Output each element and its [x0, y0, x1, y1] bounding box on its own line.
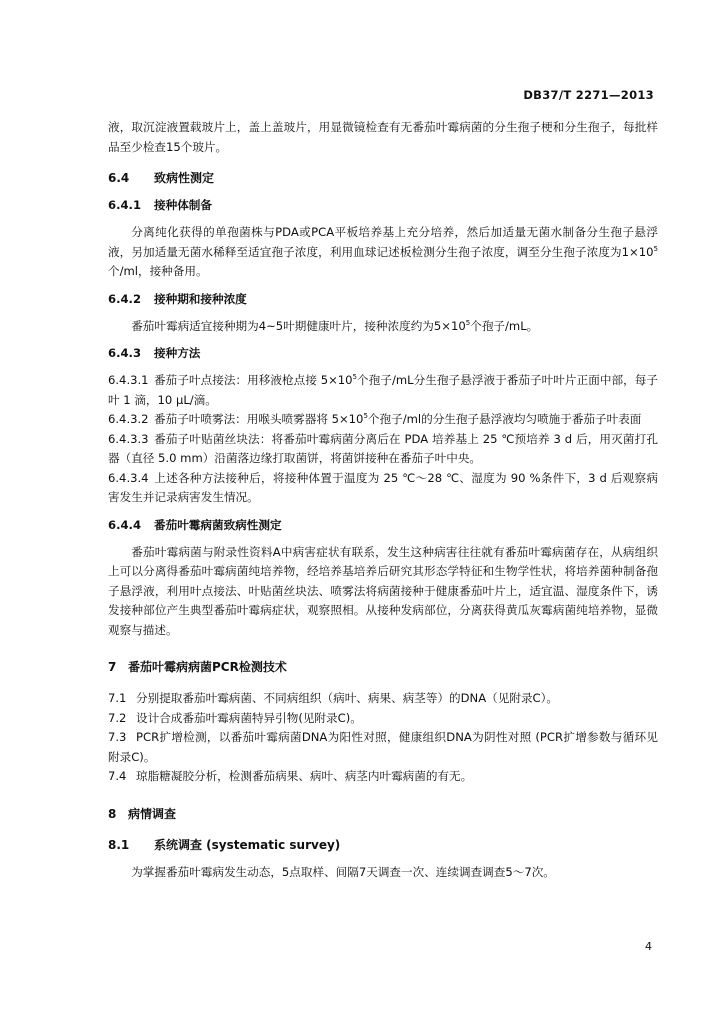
heading-number: 8.1	[108, 837, 130, 852]
list-item	[108, 371, 658, 410]
item-text: 设计合成番茄叶霉病菌特异引物(见附录C)。	[136, 710, 362, 725]
item-text: PCR扩增检测，以番茄叶霉病菌DNA为阳性对照，健康组织DNA为阴性对照 (PCR扩增参数与循环见附录C)。	[108, 730, 658, 764]
list-item	[108, 430, 658, 469]
superscript: 5	[363, 412, 368, 421]
heading-6-4-2	[108, 290, 658, 309]
list-item	[108, 689, 658, 709]
item-number: 6.4.3.4	[108, 470, 149, 485]
item-text: 琼脂糖凝胶分析，检测番茄病果、病叶、病茎内叶霉病菌的有无。	[136, 769, 473, 783]
heading-8	[108, 805, 658, 824]
text-segment: 上述各种方法接种后，将接种体置于温度为 25 ℃～28 ℃、湿度为 90 %条件下，3 d 后观察病害发生并记录病害发生情况。	[108, 470, 658, 504]
superscript: 5	[465, 318, 471, 327]
heading-title: 系统调查 (systematic survey)	[154, 837, 341, 852]
item-number: 7.2	[108, 710, 127, 725]
heading-7	[108, 658, 658, 677]
heading-number: 6.4.2	[108, 291, 142, 306]
list-item	[108, 709, 658, 729]
page-content	[108, 118, 658, 882]
page-number: 4	[645, 940, 652, 953]
intro-paragraph: 液，取沉淀液置载玻片上，盖上盖玻片，用显微镜检查有无番茄叶霉病菌的分生孢子梗和分生孢子，每批样品至少检查15个玻片。	[108, 120, 658, 154]
heading-6-4-3	[108, 344, 658, 363]
superscript: 5	[653, 244, 658, 253]
list-item	[108, 728, 658, 767]
item-number: 7.3	[108, 730, 127, 744]
paragraph-6-4-4: 番茄叶霉病菌与附录性资料A中病害症状有联系，发生这种病害往往就有番茄叶霉病菌存在，从病组织上可以分离得番茄叶霉病菌纯培养物，经培养基培养后研究其形态学特征和生物学性状，将培养菌种制备孢子悬浮液，利用叶点接法、叶贴菌丝块法、喷雾法将病菌接种于健康番茄叶片上，适宜温、湿度条件下，诱发接种部位产生典型番茄叶霉病症状，观察照相。从接种发病部位，分离获得黄瓜灰霉病菌纯培养物，显微观察与描述。	[108, 544, 658, 637]
item-number: 7.1	[108, 691, 127, 705]
text-segment: 个孢子/mL。	[470, 318, 539, 333]
heading-number: 8	[108, 806, 117, 821]
heading-number: 6.4.3	[108, 346, 142, 360]
heading-title: 病情调查	[128, 806, 177, 821]
text-segment: 番茄子叶喷雾法：用喉头喷雾器将 5×10	[154, 412, 364, 426]
heading-title: 致病性测定	[154, 171, 215, 185]
text-segment: 番茄叶霉病适宜接种期为4~5叶期健康叶片，接种浓度约为5×10	[131, 318, 466, 333]
heading-number: 6.4.1	[108, 198, 142, 212]
heading-number: 6.4.4	[108, 517, 142, 532]
heading-8-1	[108, 836, 658, 855]
text-segment: 个孢子/ml的分生孢子悬浮液均匀喷施于番茄子叶表面	[367, 412, 642, 426]
heading-title: 接种期和接种浓度	[154, 291, 247, 306]
list-item	[108, 410, 658, 430]
superscript: 5	[352, 373, 357, 382]
text-segment: 番茄子叶贴菌丝块法：将番茄叶霉病菌分离后在 PDA 培养基上 25 ℃预培养 3 d 后，用灭菌打孔器（直径 5.0 mm）沿菌落边缘打取菌饼，将菌饼接种在番茄子叶中央。	[108, 431, 658, 465]
heading-number: 7	[108, 660, 117, 674]
text-segment: 分离纯化获得的单孢菌株与PDA或PCA平板培养基上充分培养，然后加适量无菌水制备分生孢子悬浮液，另加适量无菌水稀释至适宜孢子浓度，利用血球记述板检测分生孢子浓度，调至分生孢子浓度为1×10	[108, 225, 658, 259]
heading-6-4-4	[108, 516, 658, 535]
paragraph-6-4-1	[108, 223, 658, 282]
list-item	[108, 767, 658, 787]
heading-title: 接种体制备	[154, 198, 212, 212]
item-text: 分别提取番茄叶霉病菌、不同病组织（病叶、病果、病茎等）的DNA（见附录C）。	[136, 691, 559, 705]
text-segment: 番茄子叶点接法：用移液枪点接 5×10	[154, 373, 353, 387]
heading-6-4-1	[108, 196, 658, 215]
text-segment: 个/ml，接种备用。	[108, 264, 208, 278]
heading-number: 6.4	[108, 171, 130, 185]
item-number: 6.4.3.3	[108, 431, 149, 446]
list-item	[108, 469, 658, 508]
heading-6-4	[108, 169, 658, 188]
heading-title: 番茄叶霉病菌致病性测定	[154, 517, 282, 532]
heading-title: 接种方法	[154, 346, 201, 360]
item-number: 6.4.3.2	[108, 412, 149, 426]
text-segment: 个孢子/mL分生孢子悬浮液于番茄子叶叶片正面中部，每子叶 1 滴，10 μL/滴。	[108, 373, 658, 407]
item-number: 6.4.3.1	[108, 373, 149, 387]
heading-title: 番茄叶霉病病菌PCR检测技术	[128, 660, 287, 674]
paragraph-8-1: 为掌握番茄叶霉病发生动态，5点取样、间隔7天调查一次、连续调查调查5～7次。	[131, 864, 555, 879]
document-code: DB37/T 2271—2013	[523, 88, 654, 102]
paragraph-6-4-2	[108, 317, 658, 337]
item-number: 7.4	[108, 769, 127, 783]
